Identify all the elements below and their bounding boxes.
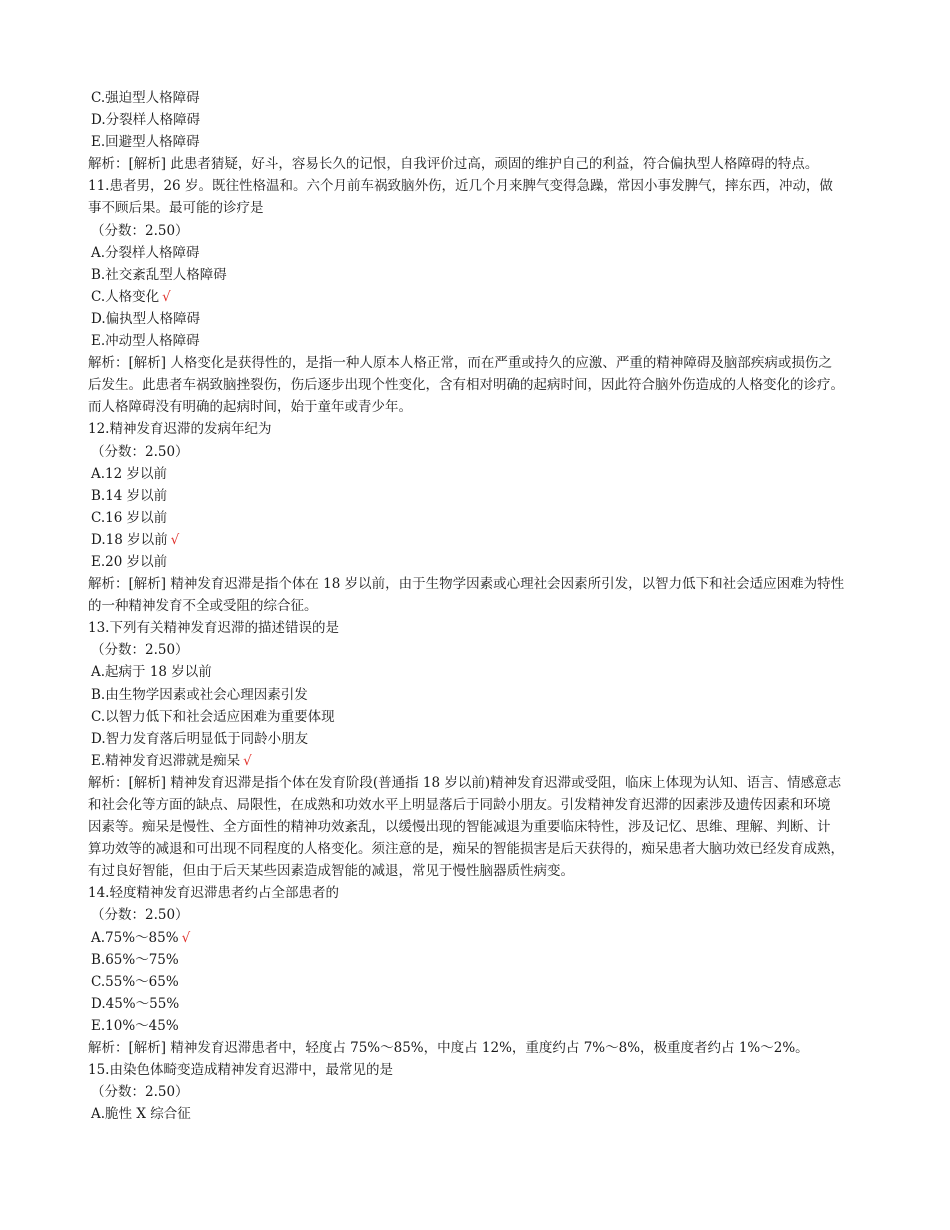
analysis-text-line: 解析：[解析] 人格变化是获得性的，是指一种人原本人格正常，而在严重或持久的应激、严重的精神障碍及脑部疾病或损伤之 [88,355,832,372]
answer-option [88,308,878,330]
correct-check-icon: √ [181,929,191,946]
answer-option [88,684,878,706]
answer-option [88,927,878,949]
score-text: （分数：2.50） [91,907,189,924]
answer-option [88,330,878,352]
score-label [88,904,878,926]
answer-option [88,463,878,485]
option-text: D.分裂样人格障碍 [91,112,201,129]
answer-option [88,661,878,683]
option-text: B.14 岁以前 [91,487,168,504]
question-text-line: 15.由染色体畸变造成精神发育迟滞中，最常见的是 [88,1062,393,1079]
question-text-line: 事不顾后果。最可能的诊疗是 [88,200,264,217]
analysis-text-line: 因素等。痴呆是慢性、全方面性的精神功效紊乱，以缓慢出现的智能减退为重要临床特性，涉及记忆、思维、理解、判断、计 [88,819,831,836]
analysis-text-line: 解析：[解析] 精神发育迟滞患者中，轻度占 75%～85%，中度占 12%，重度约占 7%～8%，极重度者约占 1%～2%。 [88,1040,809,1057]
analysis-text-line: 而人格障碍没有明确的起病时间，始于童年或青少年。 [88,399,412,416]
score-text: （分数：2.50） [91,1084,189,1101]
correct-check-icon: √ [243,752,252,769]
option-text: C.人格变化 [91,288,160,305]
option-text: E.冲动型人格障碍 [91,333,200,350]
answer-option [88,971,878,993]
option-text: A.12 岁以前 [91,465,168,482]
option-text: B.65%～75% [91,951,179,968]
question-text-line: 11.患者男，26 岁。既往性格温和。六个月前车祸致脑外伤，近几个月来脾气变得急躁，常因小事发脾气，摔东西，冲动，做 [88,178,833,195]
answer-option [88,1015,878,1037]
option-text: D.偏执型人格障碍 [91,310,201,327]
analysis-text-line: 有过良好智能，但由于后天某些因素造成智能的减退，常见于慢性脑器质性病变。 [88,863,574,880]
answer-option [88,264,878,286]
correct-check-icon: √ [170,531,180,548]
analysis-text-line: 的一种精神发育不全或受阻的综合征。 [88,598,318,615]
option-text: E.回避型人格障碍 [91,134,200,151]
question-text-line: 13.下列有关精神发育迟滞的描述错误的是 [88,620,339,637]
score-text: （分数：2.50） [91,642,189,659]
answer-option [88,529,878,551]
option-text: C.以智力低下和社会适应困难为重要体现 [91,708,335,725]
option-text: C.强迫型人格障碍 [91,90,200,106]
answer-option [88,507,878,529]
question-text-line: 14.轻度精神发育迟滞患者约占全部患者的 [88,885,339,902]
option-text: E.精神发育迟滞就是痴呆 [91,752,241,769]
answer-option [88,993,878,1015]
question-text-line: 12.精神发育迟滞的发病年纪为 [88,421,272,438]
score-label [88,639,878,661]
option-text: C.16 岁以前 [91,509,168,526]
score-text: （分数：2.50） [91,222,189,239]
analysis-text-line: 解析：[解析] 精神发育迟滞是指个体在发育阶段(普通指 18 岁以前)精神发育迟滞或受阻，临床上体现为认知、语言、情感意志 [88,774,842,791]
analysis-text-line: 算功效等的减退和可出现不同程度的人格变化。须注意的是，痴呆的智能损害是后天获得的，痴呆患者大脑功效已经发育成熟， [88,841,844,858]
answer-option [88,750,878,772]
answer-option [88,109,878,131]
answer-option [88,485,878,507]
option-text: D.智力发育落后明显低于同龄小朋友 [91,730,309,747]
option-text: D.45%～55% [91,995,180,1012]
answer-option [88,706,878,728]
analysis-text-line: 和社会化等方面的缺点、局限性，在成熟和功效水平上明显落后于同龄小朋友。引发精神发育迟滞的因素涉及遗传因素和环境 [88,797,831,813]
option-text: A.起病于 18 岁以前 [91,664,212,681]
score-label [88,220,878,242]
option-text: E.20 岁以前 [91,553,168,570]
exam-document [88,87,878,1125]
answer-option [88,1103,878,1125]
option-text: C.55%～65% [91,973,179,990]
option-text: A.分裂样人格障碍 [91,244,200,261]
option-text: D.18 岁以前 [91,531,168,548]
option-text: E.10%～45% [91,1017,179,1034]
answer-option [88,131,878,153]
analysis-text-line: 解析：[解析] 此患者猜疑，好斗，容易长久的记恨，自我评价过高，顽固的维护自己的利益，符合偏执型人格障碍的特点。 [88,156,819,173]
correct-check-icon: √ [162,288,171,305]
option-text: A.脆性 X 综合征 [91,1106,191,1123]
answer-option [88,87,878,109]
answer-option [88,551,878,573]
score-text: （分数：2.50） [91,443,189,460]
option-text: B.由生物学因素或社会心理因素引发 [91,686,308,703]
answer-option [88,286,878,308]
option-text: A.75%～85% [91,929,179,946]
score-label [88,441,878,463]
answer-option [88,242,878,264]
analysis-text-line: 后发生。此患者车祸致脑挫裂伤，伤后逐步出现个性变化，含有相对明确的起病时间，因此符合脑外伤造成的人格变化的诊疗。 [88,377,844,394]
answer-option [88,949,878,971]
score-label [88,1081,878,1103]
option-text: B.社交紊乱型人格障碍 [91,266,227,283]
analysis-text-line: 解析：[解析] 精神发育迟滞是指个体在 18 岁以前，由于生物学因素或心理社会因素所引发，以智力低下和社会适应困难为特性 [88,576,845,593]
answer-option [88,728,878,750]
